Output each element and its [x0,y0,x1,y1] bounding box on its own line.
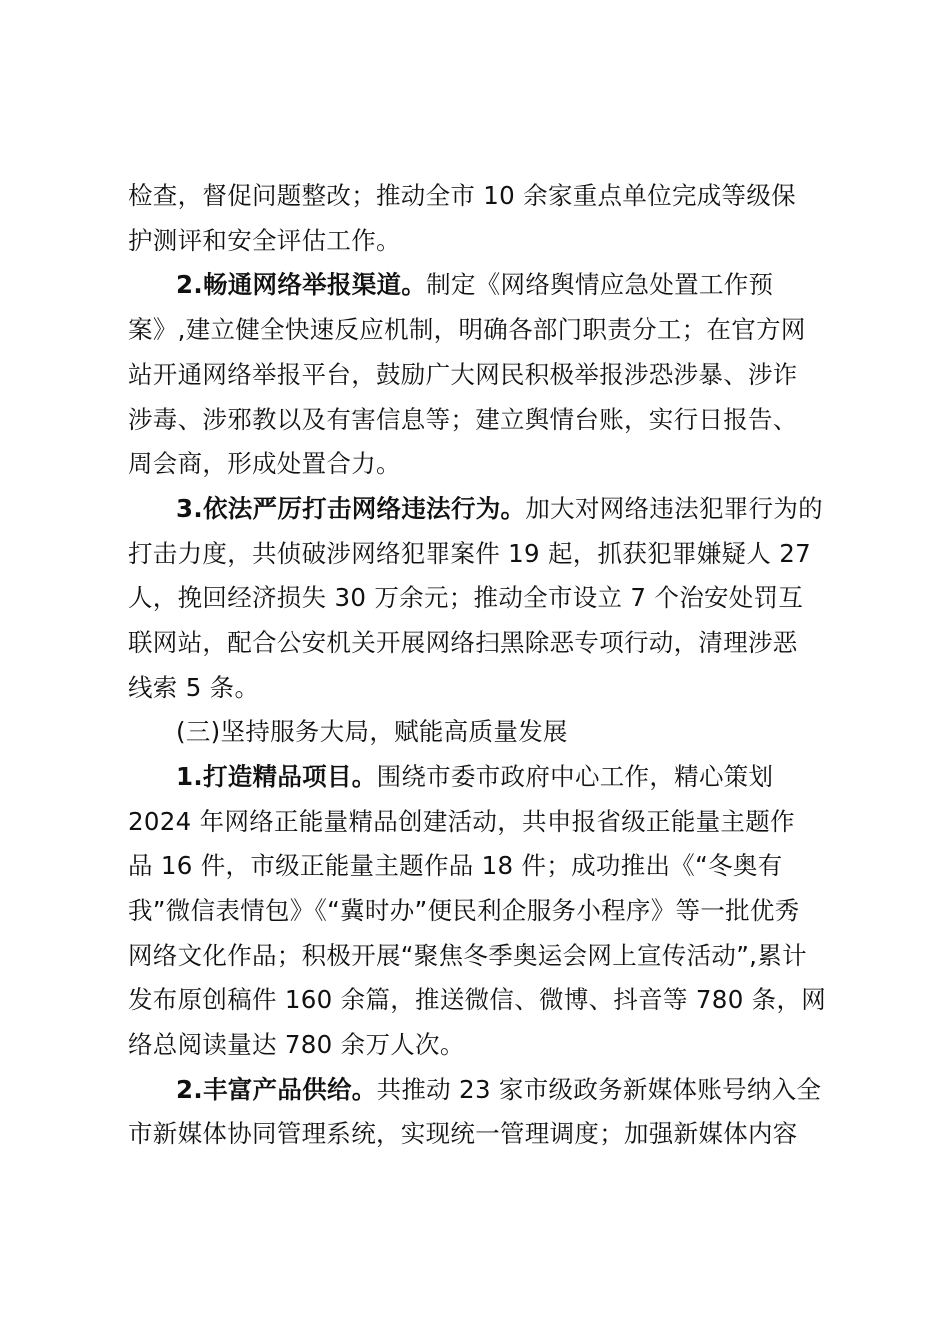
line-text: 人，挽回经济损失 30 万余元；推动全市设立 7 个治安处罚互 [128,583,804,612]
line-text: 2024 年网络正能量精品创建活动，共申报省级正能量主题作 [128,807,795,836]
line-text: 周会商，形成处置合力。 [128,449,401,478]
paragraph-line [128,181,838,211]
paragraph-line [128,985,838,1015]
section-heading-text: (三)坚持服务大局，赋能高质量发展 [176,717,568,746]
paragraph-line [176,270,886,300]
item-heading: 2.丰富产品供给。 [176,1075,377,1104]
paragraph-line [128,628,838,658]
line-text: 络总阅读量达 780 余万人次。 [128,1030,465,1059]
line-text: 检查，督促问题整改；推动全市 10 余家重点单位完成等级保 [128,181,796,210]
paragraph-line [128,673,838,703]
line-text: 涉毒、涉邪教以及有害信息等；建立舆情台账，实行日报告、 [128,405,798,434]
paragraph-line [128,896,838,926]
paragraph-line [128,226,838,256]
line-text: 围绕市委市政府中心工作，精心策划 [376,762,774,791]
paragraph-line [128,941,838,971]
line-text: 站开通网络举报平台，鼓励广大网民积极举报涉恐涉暴、涉诈 [128,360,798,389]
line-text: 制定《网络舆情应急处置工作预 [426,270,774,299]
paragraph-line [128,851,838,881]
line-text: 加大对网络违法犯罪行为的 [525,494,823,523]
paragraph-line [128,449,838,479]
line-text: 品 16 件，市级正能量主题作品 18 件；成功推出《“冬奥有 [128,851,783,880]
paragraph-line [128,583,838,613]
paragraph-line [128,405,838,435]
section-heading [176,717,886,747]
line-text: 共推动 23 家市级政务新媒体账号纳入全 [376,1075,822,1104]
paragraph-line [128,539,838,569]
paragraph-line [128,360,838,390]
line-text: 联网站，配合公安机关开展网络扫黑除恶专项行动，清理涉恶 [128,628,798,657]
paragraph-line [176,1075,886,1105]
item-heading: 1.打造精品项目。 [176,762,377,791]
paragraph-line [128,1119,838,1149]
line-text: 我”微信表情包》《“冀时办”便民利企服务小程序》等一批优秀 [128,896,800,925]
line-text: 网络文化作品；积极开展“聚焦冬季奥运会网上宣传活动”,累计 [128,941,807,970]
paragraph-line [128,807,838,837]
paragraph-line [176,762,886,792]
line-text: 护测评和安全评估工作。 [128,226,401,255]
paragraph-line [128,1030,838,1060]
line-text: 发布原创稿件 160 余篇，推送微信、微博、抖音等 780 条，网 [128,985,827,1014]
line-text: 线索 5 条。 [128,673,260,702]
paragraph-line [176,494,886,524]
line-text: 打击力度，共侦破涉网络犯罪案件 19 起，抓获犯罪嫌疑人 27 [128,539,812,568]
line-text: 案》,建立健全快速反应机制，明确各部门职责分工；在官方网 [128,315,806,344]
item-heading: 3.依法严厉打击网络违法行为。 [176,494,526,523]
item-heading: 2.畅通网络举报渠道。 [176,270,427,299]
line-text: 市新媒体协同管理系统，实现统一管理调度；加强新媒体内容 [128,1119,798,1148]
paragraph-line [128,315,838,345]
